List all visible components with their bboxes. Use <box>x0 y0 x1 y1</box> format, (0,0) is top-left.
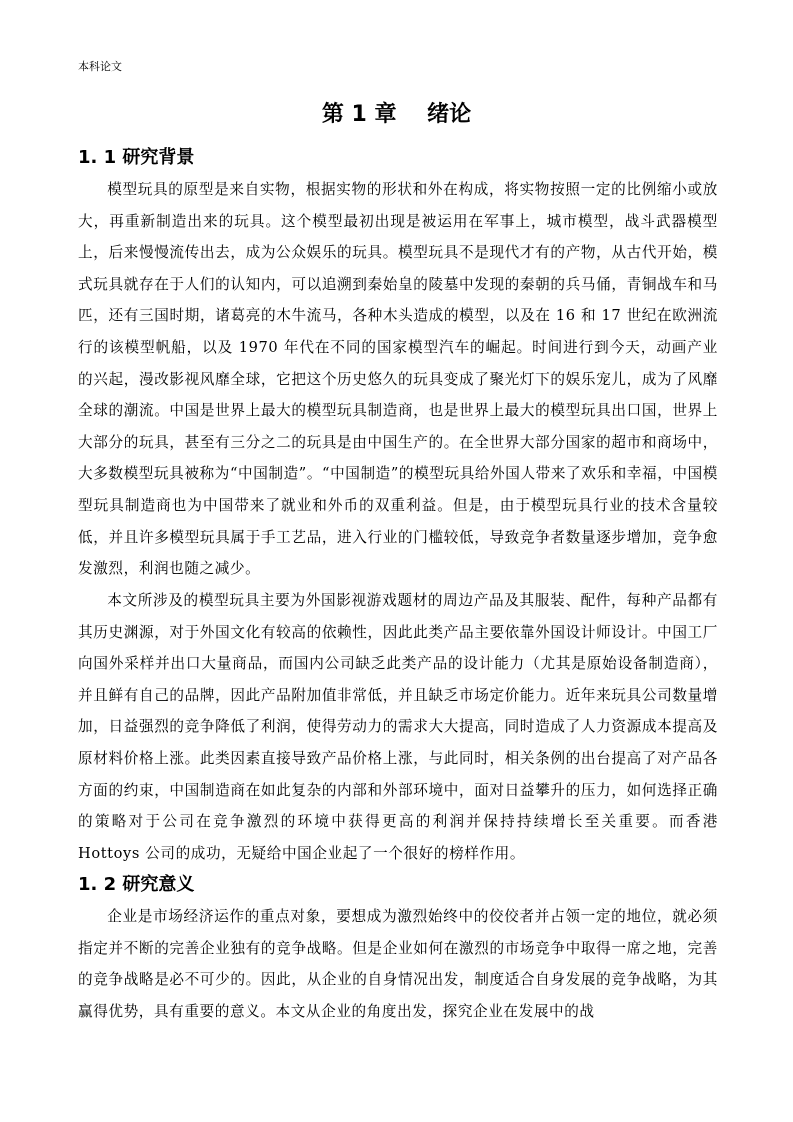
paragraph-significance-1: 企业是市场经济运作的重点对象，要想成为激烈始终中的佼佼者并占领一定的地位，就必须指定并不断的完善企业独有的竞争战略。但是企业如何在激烈的市场竞争中取得一席之地，完善的竞争战略是必不可少的。因此，从企业的自身情况出发，制度适合自身发展的竞争战略，为其赢得优势，具有重要的意义。本文从企业的角度出发，探究企业在发展中的战 <box>78 908 718 1020</box>
section-heading-significance: 1. 2 研究意义 <box>78 874 195 895</box>
paragraph-background-1: 模型玩具的原型是来自实物，根据实物的形状和外在构成，将实物按照一定的比例缩小或放大，再重新制造出来的玩具。这个模型最初出现是被运用在军事上，城市模型，战斗武器模型上，后来慢慢流传出去，成为公众娱乐的玩具。模型玩具不是现代才有的产物，从古代开始，模式玩具就存在于人们的认知内，可以追溯到秦始皇的陵墓中发现的秦朝的兵马俑，青铜战车和马匹，还有三国时期，诸葛亮的木牛流马，各种木头造成的模型，以及在 16 和 17 世纪在欧洲流行的该模型帆船，以及 1970 年代在不同的国家模型汽车的崛起。时间进行到今天，动画产业的兴起，漫改影视风靡全球，它把这个历史悠久的玩具变成了聚光灯下的娱乐宠儿，成为了风靡全球的潮流。中国是世界上最大的模型玩具制造商，也是世界上最大的模型玩具出口国，世界上大部分的玩具，甚至有三分之二的玩具是由中国生产的。在全世界大部分国家的超市和商场中，大多数模型玩具被称为“中国制造”。“中国制造”的模型玩具给外国人带来了欢乐和幸福，中国模型玩具制造商也为中国带来了就业和外币的双重利益。但是，由于模型玩具行业的技术含量较低，并且许多模型玩具属于手工艺品，进入行业的门槛较低，导致竞争者数量逐步增加，竞争愈发激烈，利润也随之减少。 <box>78 181 718 578</box>
section-heading-background: 1. 1 研究背景 <box>78 147 195 168</box>
chapter-title: 第 1 章 绪论 <box>321 102 472 127</box>
running-header: 本科论文 <box>78 60 122 73</box>
paragraph-background-2: 本文所涉及的模型玩具主要为外国影视游戏题材的周边产品及其服装、配件，每种产品都有其历史渊源，对于外国文化有较高的依赖性，因此此类产品主要依靠外国设计师设计。中国工厂向国外采样并出口大量商品，而国内公司缺乏此类产品的设计能力（尤其是原始设备制造商），并且鲜有自己的品牌，因此产品附加值非常低，并且缺乏市场定价能力。近年来玩具公司数量增加，日益强烈的竞争降低了利润，使得劳动力的需求大大提高，同时造成了人力资源成本提高及原材料价格上涨。此类因素直接导致产品价格上涨，与此同时，相关条例的出台提高了对产品各方面的约束，中国制造商在如此复杂的内部和外部环境中，面对日益攀升的压力，如何选择正确的策略对于公司在竞争激烈的环境中获得更高的利润并保持持续增长至关重要。而香港 Hottoys 公司的成功，无疑给中国企业起了一个很好的榜样作用。 <box>78 592 718 862</box>
header-divider <box>78 79 715 80</box>
